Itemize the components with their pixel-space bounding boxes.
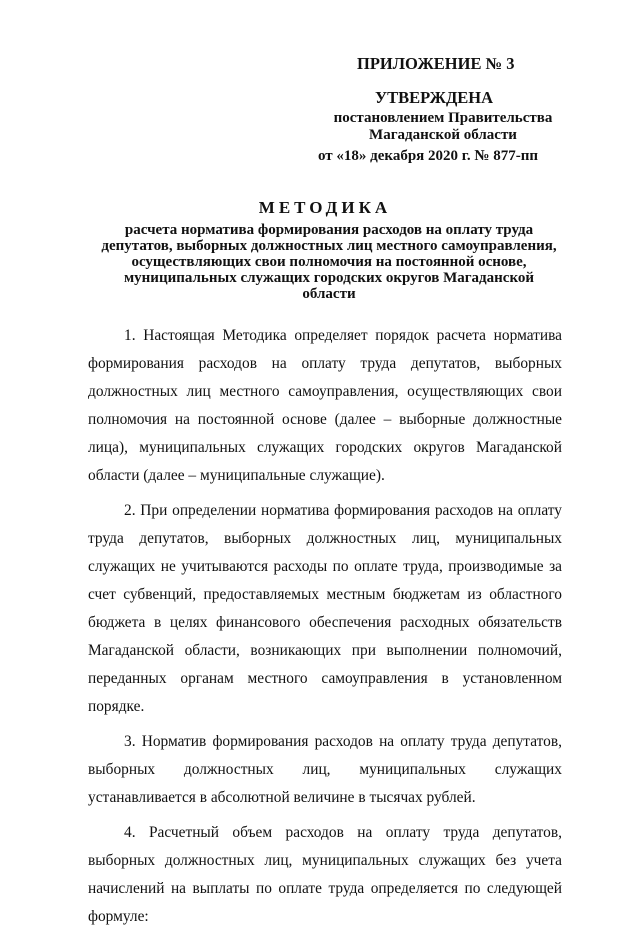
- document-subtitle: расчета норматива формирования расходов на оплату труда депутатов, выборных должностных лиц местного самоуправления, осуществляющих свои полномочия на постоянной основе, муниципальных служащих городских округов Магаданской области: [101, 222, 557, 302]
- document-body: [88, 322, 562, 938]
- decree-date: от «18» декабря 2020 г. № 877-пп: [318, 148, 539, 164]
- decree-line-2: Магаданской области: [369, 127, 517, 143]
- approved-label: УТВЕРЖДЕНА: [375, 88, 494, 107]
- paragraph-1: 1. Настоящая Методика определяет порядок расчета норматива формирования расходов на оплату труда депутатов, выборных должностных лиц местного самоуправления, осуществляющих свои полномочия на постоянной основе (далее – выборные должностные лица), муниципальных служащих городских округов Магаданской области (далее – муниципальные служащие).: [88, 327, 562, 484]
- paragraph-3: 3. Норматив формирования расходов на оплату труда депутатов, выборных должностных лиц, муниципальных служащих устанавливается в абсолютной величине в тысячах рублей.: [88, 733, 562, 806]
- appendix-label: ПРИЛОЖЕНИЕ № 3: [357, 54, 515, 73]
- decree-block: [318, 110, 568, 144]
- decree-line-1: постановлением Правительства: [333, 110, 553, 126]
- paragraph-4: 4. Расчетный объем расходов на оплату труда депутатов, выборных должностных лиц, муниципальных служащих без учета начислений на выплаты по оплате труда определяется по следующей формуле:: [88, 824, 562, 925]
- document-title: МЕТОДИКА: [258, 198, 392, 217]
- paragraph-2: 2. При определении норматива формирования расходов на оплату труда депутатов, выборных должностных лиц, муниципальных служащих не учитываются расходы по оплате труда, производимые за счет субвенций, предоставляемых местным бюджетам из областного бюджета в целях финансового обеспечения расходных обязательств Магаданской области, возникающих при выполнении полномочий, переданных органам местного самоуправления в установленном порядке.: [88, 502, 562, 715]
